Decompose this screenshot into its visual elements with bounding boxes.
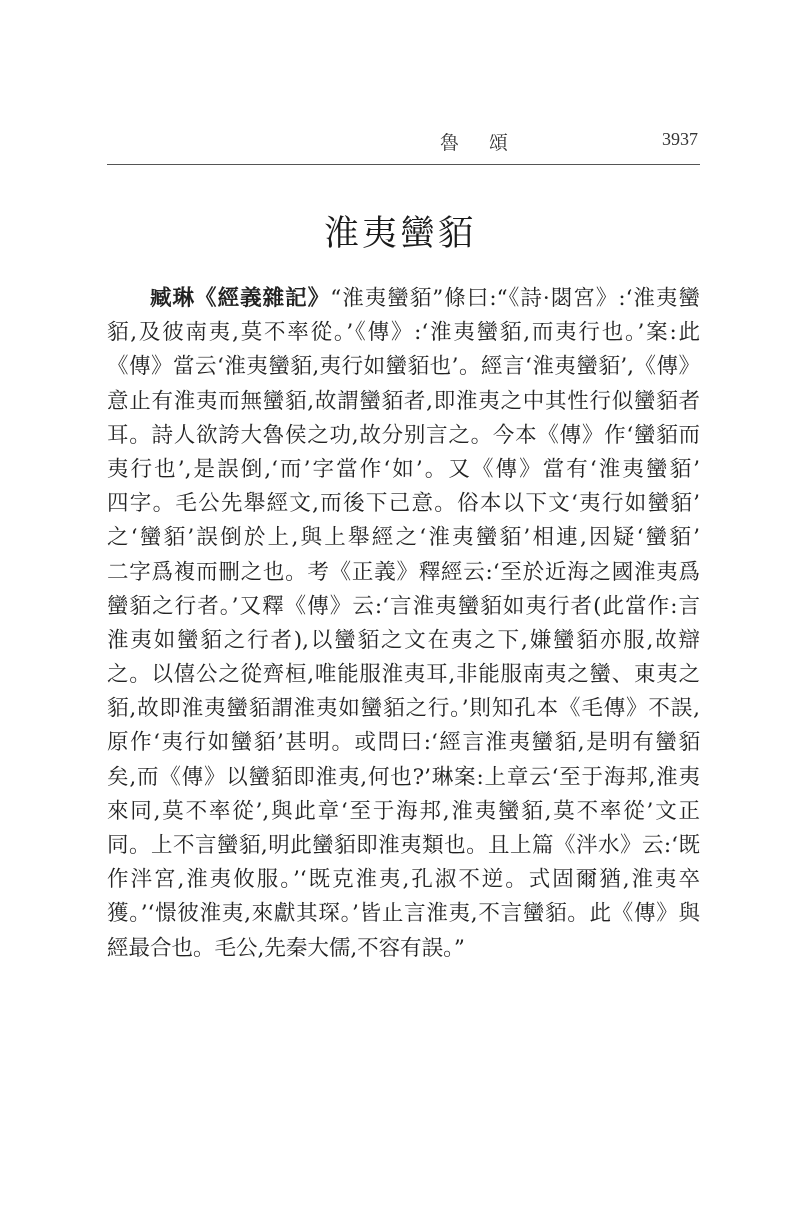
text-line xyxy=(107,692,700,726)
text-line xyxy=(107,795,700,829)
text-line-content: 貊,故即淮夷蠻貊謂淮夷如蠻貊之行。’則知孔本《毛傳》不誤, xyxy=(107,696,700,722)
text-line xyxy=(107,282,700,316)
text-line-content: 耳。詩人欲誇大魯侯之功,故分别言之。今本《傳》作‘蠻貊而 xyxy=(107,422,700,448)
text-line-content: 夷行也’,是誤倒,‘而’字當作‘如’。又《傳》當有‘淮夷蠻貊’ xyxy=(107,456,700,482)
text-line xyxy=(107,932,700,966)
body-text xyxy=(107,282,700,966)
text-line xyxy=(107,761,700,795)
text-line xyxy=(107,897,700,931)
author-citation: 臧琳《經義雜記》 xyxy=(150,286,331,311)
text-line xyxy=(107,829,700,863)
text-line xyxy=(107,863,700,897)
text-line xyxy=(107,316,700,350)
text-line-content: 《傳》當云‘淮夷蠻貊,夷行如蠻貊也’。經言‘淮夷蠻貊’,《傳》 xyxy=(107,354,700,380)
text-line-content: 原作‘夷行如蠻貊’甚明。或問曰:‘經言淮夷蠻貊,是明有蠻貊 xyxy=(107,730,700,756)
text-line-content: “淮夷蠻貊”條曰:“《詩·閟宮》:‘淮夷蠻 xyxy=(330,286,700,311)
page-header xyxy=(107,128,700,165)
text-line xyxy=(107,590,700,624)
page-number: 3937 xyxy=(662,129,698,149)
text-line-content: 貊,及彼南夷,莫不率從。’《傳》:‘淮夷蠻貊,而夷行也。’案:此 xyxy=(107,320,700,346)
text-line-content: 作泮宮,淮夷攸服。’‘既克淮夷,孔淑不逆。式固爾猶,淮夷卒 xyxy=(107,867,700,893)
text-line-content: 二字爲複而刪之也。考《正義》釋經云:‘至於近海之國淮夷爲 xyxy=(107,559,700,585)
text-line-content: 淮夷如蠻貊之行者),以蠻貊之文在夷之下,嫌蠻貊亦服,故辯 xyxy=(107,627,700,653)
text-line-content: 經最合也。毛公,先秦大儒,不容有誤。” xyxy=(107,935,465,961)
text-line xyxy=(107,385,700,419)
text-line-content: 之‘蠻貊’誤倒於上,與上舉經之‘淮夷蠻貊’相連,因疑‘蠻貊’ xyxy=(107,525,700,551)
text-line xyxy=(107,658,700,692)
text-line xyxy=(107,350,700,384)
text-line-content: 之。以僖公之從齊桓,唯能服淮夷耳,非能服南夷之蠻、東夷之 xyxy=(107,662,700,688)
text-line-content: 同。上不言蠻貊,明此蠻貊即淮夷類也。且上篇《泮水》云:‘既 xyxy=(107,833,700,858)
section-title: 淮夷蠻貊 xyxy=(323,214,476,254)
text-line xyxy=(107,624,700,658)
text-line-content: 蠻貊之行者。’又釋《傳》云:‘言淮夷蠻貊如夷行者(此當作:言 xyxy=(107,593,700,619)
text-line-content: 來同,莫不率從’,與此章‘至于海邦,淮夷蠻貊,莫不率從’文正 xyxy=(107,798,700,824)
text-line-content: 獲。’‘憬彼淮夷,來獻其琛。’皆止言淮夷,不言蠻貊。此《傳》與 xyxy=(107,901,700,927)
text-line xyxy=(107,521,700,555)
text-line xyxy=(107,419,700,453)
text-line xyxy=(107,726,700,760)
text-line xyxy=(107,556,700,590)
text-line-content: 意止有淮夷而無蠻貊,故謂蠻貊者,即淮夷之中其性行似蠻貊者 xyxy=(107,388,700,414)
text-line xyxy=(107,487,700,521)
running-title: 魯頌 xyxy=(440,132,539,154)
text-line-content: 矣,而《傳》以蠻貊即淮夷,何也?’琳案:上章云‘至于海邦,淮夷 xyxy=(107,764,700,790)
text-line xyxy=(107,453,700,487)
text-line-content: 四字。毛公先舉經文,而後下己意。俗本以下文‘夷行如蠻貊’ xyxy=(107,491,700,517)
